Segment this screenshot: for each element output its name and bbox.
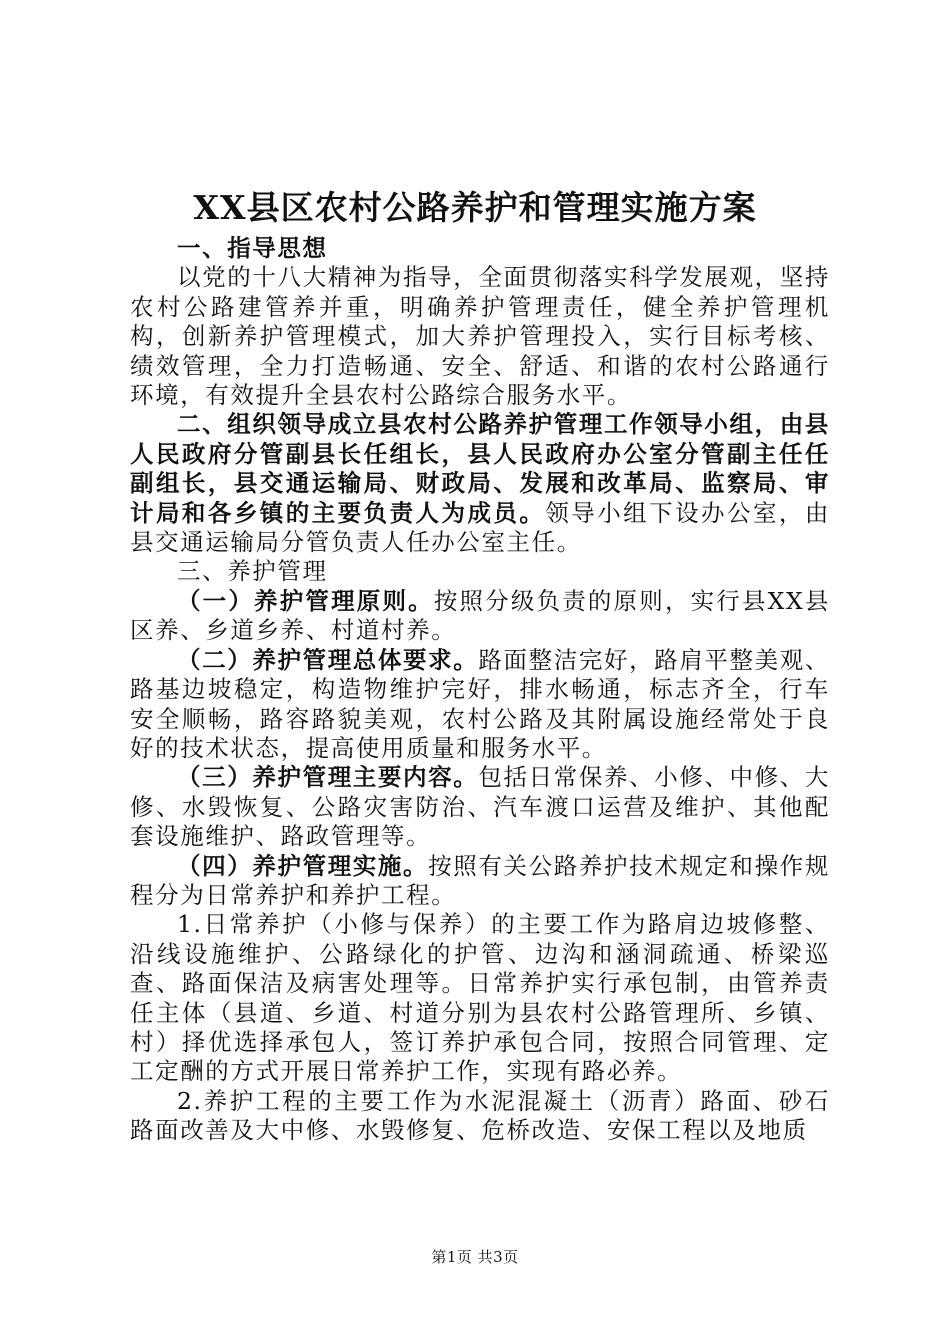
bold-lead-text: 二、组织领导成立县农村公路养护管理工作领导小组，由县人民政府分管副县长任组长，县人民政府办公室分管副主任任副组长，县交通运输局、财政局、发展和改革局、监察局、审计局和各乡镇的主要负责人为成员。 (130, 410, 830, 527)
heading-text: 三、养护管理 (177, 557, 328, 586)
bold-lead-text: （四）养护管理实施。 (177, 851, 429, 880)
heading-text: 一、指导思想 (177, 234, 328, 262)
document-body (130, 234, 830, 1146)
bold-lead-text: （二）养护管理总体要求。 (177, 645, 479, 674)
paragraph-principle (130, 587, 830, 646)
body-text: 按照有关公路养护技术规定和操作规程分为日常养护和养护工程。 (130, 851, 830, 909)
paragraph-main-content (130, 763, 830, 851)
paragraph-implementation (130, 852, 830, 911)
page-footer: 第1页 共3页 (431, 1248, 519, 1266)
section-heading-maintenance-management (130, 557, 830, 586)
body-text: 按照分级负责的原则，实行县XX县区养、乡道乡养、村道村养。 (130, 586, 831, 645)
body-text: 包括日常保养、小修、中修、大修、水毁恢复、公路灾害防治、汽车渡口运营及维护、其他配套设施维护、路政管理等。 (130, 763, 830, 851)
bold-lead-text: （三）养护管理主要内容。 (177, 763, 479, 792)
paragraph-organization-leadership (130, 410, 830, 557)
body-text: 领导小组下设办公室，由县交通运输局分管负责人任办公室主任。 (130, 498, 830, 557)
paragraph-maintenance-engineering: 2.养护工程的主要工作为水泥混凝土（沥青）路面、砂石路面改善及大中修、水毁修复、危桥改造、安保工程以及地质 (130, 1086, 830, 1145)
section-heading-guiding-ideology (130, 234, 830, 263)
bold-lead-text: （一）养护管理原则。 (177, 586, 434, 615)
paragraph-overall-requirements (130, 646, 830, 764)
paragraph-daily-maintenance: 1.日常养护（小修与保养）的主要工作为路肩边坡修整、沿线设施维护、公路绿化的护管、边沟和涵洞疏通、桥梁巡查、路面保洁及病害处理等。日常养护实行承包制，由管养责任主体（县道、乡道、村道分别为县农村公路管理所、乡镇、村）择优选择承包人，签订养护承包合同，按照合同管理、定工定酬的方式开展日常养护工作，实现有路必养。 (130, 910, 830, 1086)
body-text: 路面整洁完好，路肩平整美观、路基边坡稳定，构造物维护完好，排水畅通，标志齐全，行车安全顺畅，路容路貌美观，农村公路及其附属设施经常处于良好的技术状态，提高使用质量和服务水平。 (130, 645, 830, 762)
paragraph-guiding-ideology: 以党的十八大精神为指导，全面贯彻落实科学发展观，坚持农村公路建管养并重，明确养护管理责任，健全养护管理机构，创新养护管理模式，加大养护管理投入，实行目标考核、绩效管理，全力打造畅通、安全、舒适、和谐的农村公路通行环境，有效提升全县农村公路综合服务水平。 (130, 263, 830, 410)
document-title: XX县区农村公路养护和管理实施方案 (193, 188, 757, 227)
